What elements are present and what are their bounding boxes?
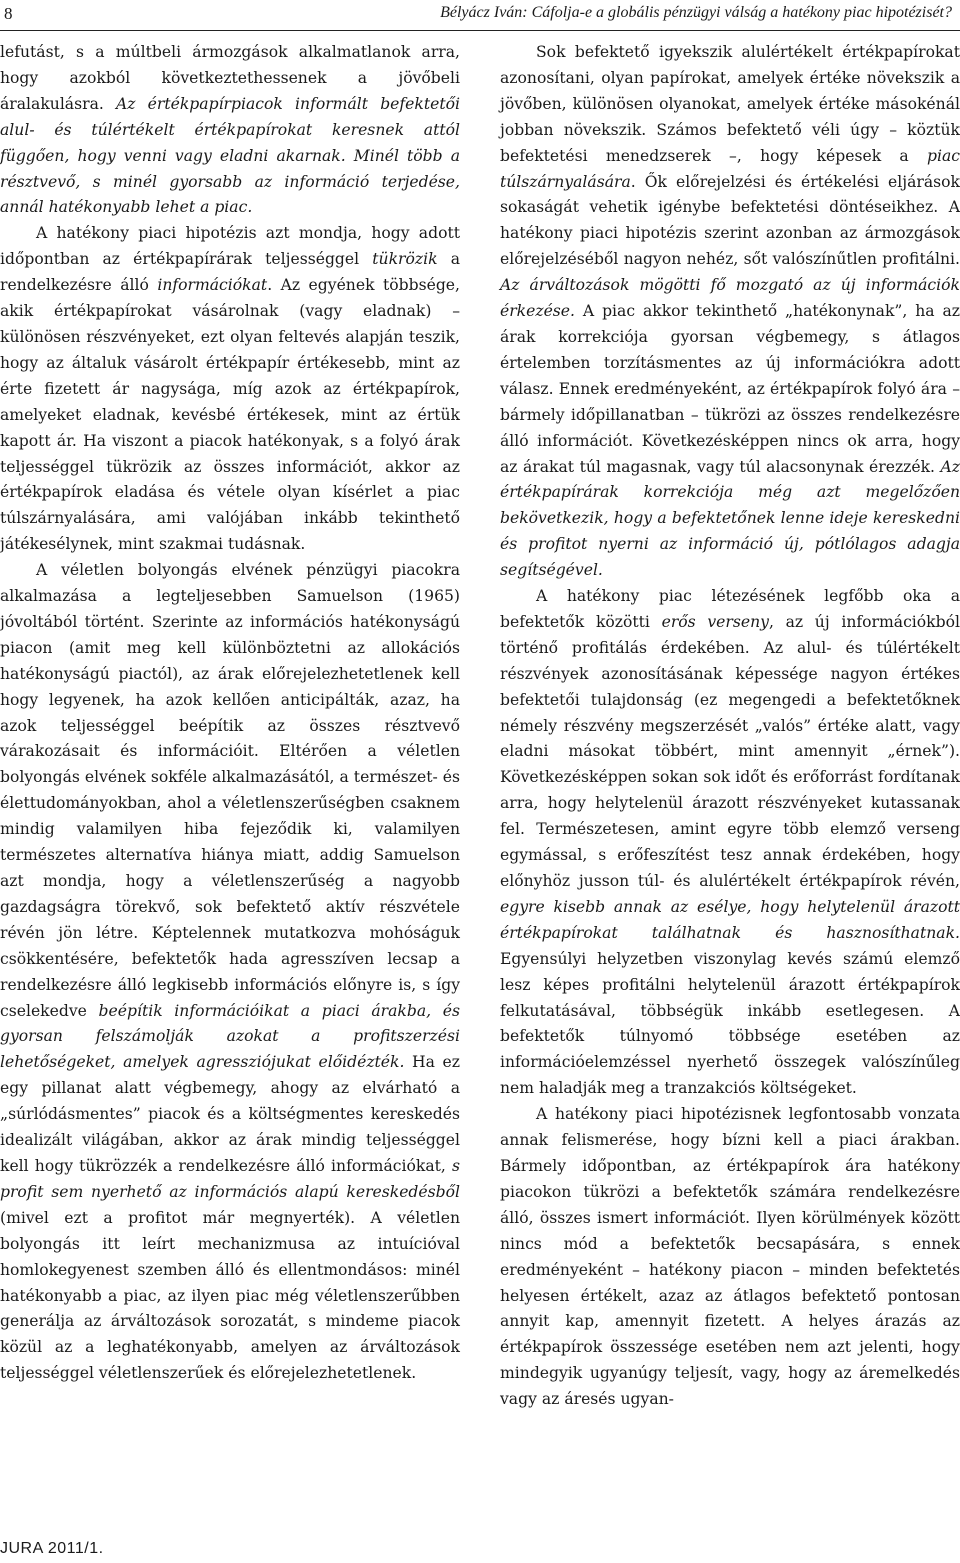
text-run: Egyensúlyi helyzetben viszonylag kevés számú elemző lesz képes profitálni helytelenül árazott értékpapírok felkutatásával, többségük inkább esetlegesen. A befektetők túlnyomó többsége esetében az információelemzéssel nyerhető összegek valószínűleg nem haladják meg a tranzakciós költségeket. bbox=[500, 949, 960, 1098]
paragraph bbox=[500, 1102, 960, 1413]
paragraph bbox=[0, 221, 460, 558]
text-run: a rendelkezésre álló bbox=[0, 250, 460, 295]
italic-run: tükrözik bbox=[372, 250, 438, 269]
italic-run: erős verseny bbox=[661, 612, 769, 631]
text-run: . Ők előrejelzési és értékelési eljárások sokaságát vehetik igénybe befektetési döntéseikhez. A hatékony piaci hipotézis szerint azonban az ármozgások előrejelzéséből nagyon nehéz, sőt valószínűtlen profitálni. bbox=[500, 172, 960, 269]
text-run: A hatékony piaci hipotézis azt mondja, hogy adott időpontban az értékpapírárak teljességgel bbox=[0, 224, 460, 269]
text-run: Ha ez egy pillanat alatt végbemegy, ahogy az elvárható a „súrlódásmentes” piacok és a költségmentes kereskedés idealizált világában, akkor az árak mindig teljességgel kell hogy tükrözzék a rendelkezésre álló információkat, bbox=[0, 1053, 460, 1175]
text-run: . Az egyének többsége, akik értékpapírokat vásárolnak (vagy eladnak) – különösen részvényeket, ezt olyan feltevés alapján teszik, hogy az általuk vásárolt értékpapír értékesebb, mint az érte fizetett ár nagysága, míg azok az értékpapírok, amelyeket eladnak, kevésbé értékesek, mint az értük kapott ár. Ha viszont a piacok hatékonyak, s a folyó árak teljességgel tükrözik az összes információt, akkor az értékpapírok eladása és vétele olyan kísérlet a piac túlszárnyalására, ami valójában inkább tekinthető játékesélynek, mint szakmai tudásnak. bbox=[0, 276, 460, 554]
page-number: 8 bbox=[4, 4, 13, 23]
page-header bbox=[0, 0, 960, 40]
text-run: , az új információkból történő profitálás érdekében. Az alul- és túlértékelt részvények azonosításának képessége nagyon értékes befektetői tulajdonság (ez megengedi a befektetőknek némely részvény megszerzését „valós” értéke alatt, vagy eladni másokat többért, mint amennyit „érnek”). Következésképpen sokan sok időt és erőforrást fordítanak arra, hogy helytelenül árazott részvényeket kutassanak fel. Természetesen, amint egyre több elemző verseng egymással, s erőfeszítést tesz annak érdekében, hogy előnyhöz jusson túl- és alulértékelt értékpapírok révén, bbox=[500, 612, 960, 890]
italic-run: beépítik információikat a piaci árakba, és gyorsan felszámolják azokat a profitszerzési lehetőségeket, amelyek agressziójukat előidézték. bbox=[0, 1001, 460, 1072]
text-run: Sok befektető igyekszik alulértékelt értékpapírokat azonosítani, olyan papírokat, amelyek értéke növekszik a jövőben, különösen olyanokat, amelyek értéke másokénál jobban növekszik. Számos befektető véli úgy – köztük befektetési menedzserek –, hogy képesek a bbox=[500, 43, 960, 165]
italic-run: Az értékpapírpiacok informált befektetői alul- és túlértékelt értékpapírokat keresnek attól függően, hogy venni vagy eladni akarnak. Minél több a résztvevő, s minél gyorsabb az információ terjedése, annál hatékonyabb lehet a piac. bbox=[0, 94, 460, 217]
text-run: lefutást, s a múltbeli ármozgások alkalmatlanok arra, hogy azokból következtethessenek a jövőbeli áralakulásra. bbox=[0, 43, 460, 113]
text-run: A véletlen bolyongás elvének pénzügyi piacokra alkalmazása a legteljesebben Samuelson (1965) jóvoltából történt. Szerinte az információs hatékonyságú piacon (amit meg kell különböztetni az allokációs hatékonyságú piactól), az árak előrejelezhetetlenek kell hogy legyenek, ha azok kellően anticipálták, azaz, ha azok teljességgel beépítik az összes résztvevő várakozásait és információit. Eltérően a véletlen bolyongás elvének sokféle alkalmazásától, a természet- és élettudományokban, ahol a véletlenszerűségben csaknem mindig valamilyen hiba fejeződik ki, valamilyen természetes alternatíva hiánya miatt, addig Samuelson azt mondja, hogy a véletlenszerűség a nagyobb gazdagságra törekvő, sok befektető aktív részvétele révén jön létre. Képtelennek mutatkozva mohóságuk csökkentésére, befektetők hada agresszíven lecsap a rendelkezésre álló legkisebb információs előnyre is, s így cselekedve bbox=[0, 561, 460, 1020]
text-run: A hatékony piac létezésének legfőbb oka a befektetők közötti bbox=[500, 587, 960, 631]
text-run: A piac akkor tekinthető „hatékonynak”, ha az árak korrekciója gyorsan végbemegy, s átlagos értelemben torzításmentes az új információkra adott válasz. Ennek eredményeként, az értékpapírok folyó ára – bármely időpillanatban – tükrözi az összes rendelkezésre álló információt. Következésképpen nincs ok arra, hogy az árakat túl magasnak, vagy túl alacsonynak érezzék. bbox=[500, 302, 960, 476]
text-run: A hatékony piaci hipotézisnek legfontosabb vonzata annak felismerése, hogy bízni kell a piaci árakban. Bármely időpontban, az értékpapírok ára hatékony piacokon tükrözi a befektetők számára rendelkezésre álló, összes ismert információt. Ilyen körülmények között nincs mód a befektetők becsapására, s ennek eredményeként – hatékony piacon – minden befektetés helyesen értékelt, azaz az átlagos befektető pontosan annyit kap, amennyit fizetett. A helyes árazás az értékpapírok összessége esetében nem azt jelenti, hogy mindegyik ugyanúgy teljesít, vagy, hogy az áremelkedés vagy az áresés ugyan- bbox=[500, 1105, 960, 1409]
italic-run: információkat bbox=[157, 276, 268, 295]
text-run: (mivel ezt a profitot már megnyerték). A véletlen bolyongás itt leírt mechanizmusa az intuícióval homlokegyenest szemben álló és ellentmondásos: minél hatékonyabb a piac, az ilyen piac még véletlenszerűbben generálja az árváltozások sorozatát, s mindeme piacok közül az a leghatékonyabb, amelyen az árváltozások teljességgel véletlenszerűek és előrejelezhetetlenek. bbox=[0, 1208, 460, 1383]
right-column bbox=[500, 40, 960, 1413]
header-rule bbox=[0, 30, 960, 31]
italic-run: piac túlszárnyalására bbox=[500, 146, 960, 191]
running-head: Bélyácz Iván: Cáfolja-e a globális pénzügyi válság a hatékony piac hipotézisét? bbox=[440, 4, 952, 21]
italic-run: s profit sem nyerhető az információs alapú kereskedésből bbox=[0, 1156, 460, 1201]
italic-run: Az árváltozások mögötti fő mozgató az új információk érkezése. bbox=[500, 276, 960, 321]
paragraph bbox=[500, 40, 960, 584]
italic-run: Az értékpapírárak korrekciója még azt megelőzően bekövetkezik, hogy a befektetőnek lenne ideje kereskedni és profitot nyerni az információ új, pótlólagos adagja segítségével. bbox=[500, 457, 960, 580]
left-column bbox=[0, 40, 460, 1387]
paragraph bbox=[0, 558, 460, 1387]
footer-journal: JURA 2011/1. bbox=[0, 1540, 104, 1557]
paragraph bbox=[0, 40, 460, 221]
paragraph bbox=[500, 584, 960, 1102]
italic-run: egyre kisebb annak az esélye, hogy helytelenül árazott értékpapírokat találhatnak és hasznosíthatnak. bbox=[500, 897, 960, 942]
